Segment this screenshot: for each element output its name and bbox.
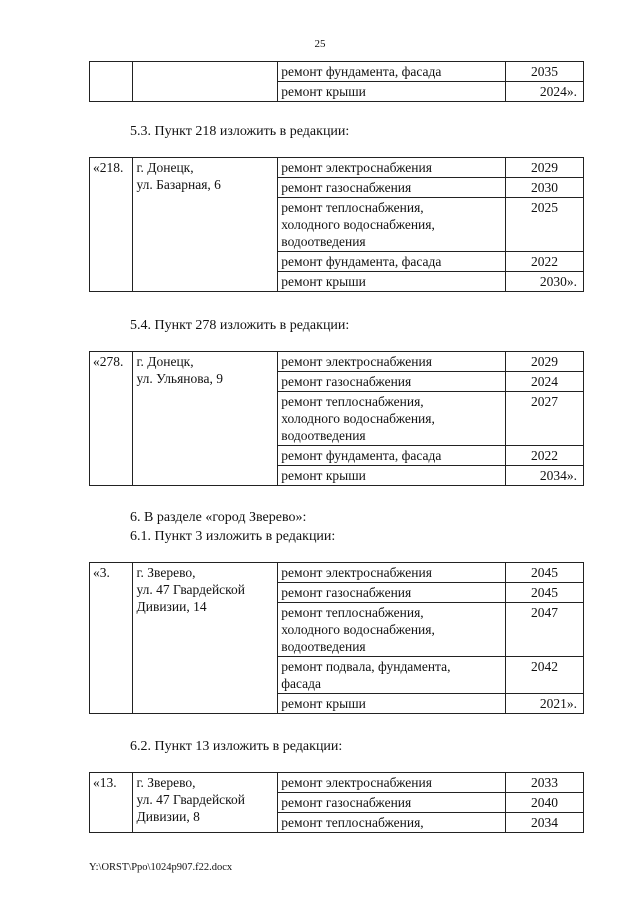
table-row <box>90 773 584 793</box>
work-type: ремонт теплоснабжения, холодного водоснабжения, водоотведения <box>278 392 506 446</box>
work-year: 2030 <box>506 178 584 198</box>
table-item-218 <box>89 157 584 292</box>
work-type: ремонт газоснабжения <box>278 793 506 813</box>
work-year: 2045 <box>506 563 584 583</box>
work-type: ремонт электроснабжения <box>278 563 506 583</box>
work-type: ремонт электроснабжения <box>278 773 506 793</box>
work-year: 2029 <box>506 352 584 372</box>
item-address: г. Зверево, ул. 47 Гвардейской Дивизии, 14 <box>132 563 278 714</box>
work-type: ремонт фундамента, фасада <box>278 252 506 272</box>
item-number: «218. <box>90 158 133 292</box>
work-type: ремонт крыши <box>278 694 506 714</box>
work-type: ремонт крыши <box>278 82 506 102</box>
table-row <box>90 352 584 372</box>
heading-6: 6. В разделе «город Зверево»: <box>130 510 307 525</box>
work-type: ремонт теплоснабжения, <box>278 813 506 833</box>
work-year: 2045 <box>506 583 584 603</box>
work-year: 2040 <box>506 793 584 813</box>
heading-6-2: 6.2. Пункт 13 изложить в редакции: <box>130 739 343 754</box>
item-number: «3. <box>90 563 133 714</box>
footer-file-path: Y:\ORST\Ppo\1024p907.f22.docx <box>89 862 233 873</box>
work-year: 2047 <box>506 603 584 657</box>
item-number <box>90 62 133 82</box>
work-year: 2042 <box>506 657 584 694</box>
work-type: ремонт электроснабжения <box>278 158 506 178</box>
item-address <box>132 82 278 102</box>
item-address: г. Донецк, ул. Базарная, 6 <box>132 158 278 292</box>
work-type: ремонт крыши <box>278 466 506 486</box>
work-year: 2025 <box>506 198 584 252</box>
table-row <box>90 158 584 178</box>
item-address: г. Донецк, ул. Ульянова, 9 <box>132 352 278 486</box>
page-number: 25 <box>314 38 326 50</box>
work-type: ремонт теплоснабжения, холодного водоснабжения, водоотведения <box>278 603 506 657</box>
table-row <box>90 62 584 82</box>
work-year: 2033 <box>506 773 584 793</box>
table-row <box>90 563 584 583</box>
table-item-278 <box>89 351 584 486</box>
work-year: 2027 <box>506 392 584 446</box>
work-year: 2024 <box>506 372 584 392</box>
work-year: 2035 <box>506 62 584 82</box>
item-number <box>90 82 133 102</box>
work-year: 2022 <box>506 252 584 272</box>
work-type: ремонт газоснабжения <box>278 178 506 198</box>
work-type: ремонт газоснабжения <box>278 372 506 392</box>
item-number: «13. <box>90 773 133 833</box>
table-item-13 <box>89 772 584 833</box>
heading-5-4: 5.4. Пункт 278 изложить в редакции: <box>130 318 350 333</box>
table-continuation <box>89 61 584 102</box>
work-type: ремонт подвала, фундамента, фасада <box>278 657 506 694</box>
work-year: 2021». <box>506 694 584 714</box>
item-address: г. Зверево, ул. 47 Гвардейской Дивизии, 8 <box>132 773 278 833</box>
work-type: ремонт электроснабжения <box>278 352 506 372</box>
table-row <box>90 82 584 102</box>
work-year: 2029 <box>506 158 584 178</box>
heading-5-3: 5.3. Пункт 218 изложить в редакции: <box>130 124 350 139</box>
work-year: 2030». <box>506 272 584 292</box>
work-type: ремонт теплоснабжения, холодного водоснабжения, водоотведения <box>278 198 506 252</box>
work-type: ремонт фундамента, фасада <box>278 62 506 82</box>
work-year: 2022 <box>506 446 584 466</box>
item-address <box>132 62 278 82</box>
item-number: «278. <box>90 352 133 486</box>
work-type: ремонт крыши <box>278 272 506 292</box>
work-type: ремонт фундамента, фасада <box>278 446 506 466</box>
work-year: 2034 <box>506 813 584 833</box>
table-item-3 <box>89 562 584 714</box>
work-year: 2024». <box>506 82 584 102</box>
work-year: 2034». <box>506 466 584 486</box>
heading-6-1: 6.1. Пункт 3 изложить в редакции: <box>130 529 336 544</box>
work-type: ремонт газоснабжения <box>278 583 506 603</box>
